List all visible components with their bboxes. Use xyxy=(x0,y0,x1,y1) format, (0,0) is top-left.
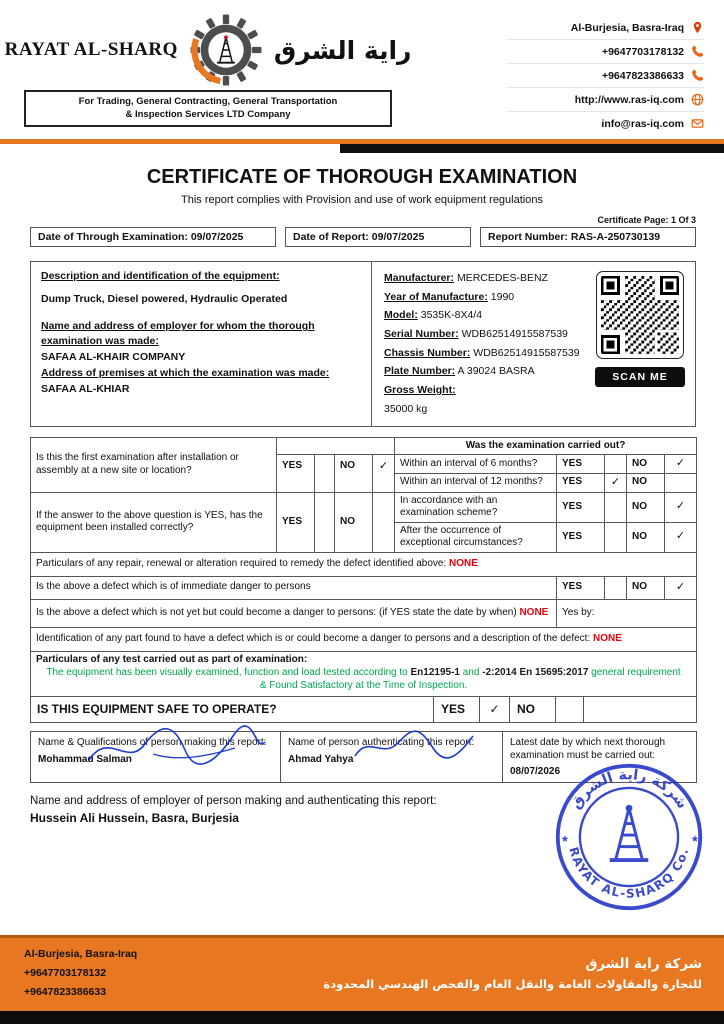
identification-text: Identification of any part found to have a defect which is or could become a danger to persons and a description of the defect: xyxy=(36,632,591,644)
contact-phone2-text: +9647823386633 xyxy=(601,69,684,82)
footer-black-bar xyxy=(0,1011,724,1024)
interval12-yes-label: YES xyxy=(557,473,605,492)
contact-phone2 xyxy=(506,64,704,88)
identification-cell xyxy=(31,627,697,651)
location-pin-icon xyxy=(691,21,704,34)
field-label: Manufacturer: xyxy=(384,272,455,284)
gross-weight-value: 35000 kg xyxy=(384,402,428,415)
table-row xyxy=(31,492,697,522)
future-danger-text: Is the above a defect which is not yet but could become a danger to persons: (if YES state the date by when) xyxy=(36,606,517,618)
exceptional-no-checkbox: ✓ xyxy=(665,522,697,552)
interval6-no-label: NO xyxy=(627,455,665,474)
contact-phone1 xyxy=(506,40,704,64)
gross-weight-label: Gross Weight: xyxy=(384,384,456,397)
contact-address xyxy=(506,16,704,40)
future-danger-value: NONE xyxy=(519,606,549,618)
employer-report-value: Hussein Ali Hussein, Basra, Burjesia xyxy=(30,811,239,825)
footer-address: Al-Burjesia, Basra-Iraq xyxy=(24,948,138,961)
immediate-danger-question: Is the above a defect which is of immediate danger to persons xyxy=(31,576,557,599)
exceptional-question: After the occurrence of exceptional circumstances? xyxy=(395,522,557,552)
table-row xyxy=(31,552,697,576)
q1-yes-label: YES xyxy=(277,455,315,493)
equipment-premises-value: SAFAA AL-KHIAR xyxy=(41,383,130,396)
report-number-value: RAS-A-250730139 xyxy=(570,231,661,243)
authenticator-name: Ahmad Yahya xyxy=(288,754,354,765)
table-row xyxy=(31,599,697,627)
maker-cell xyxy=(31,732,281,783)
report-date-cell xyxy=(285,227,471,247)
safe-yes-checkbox: ✓ xyxy=(479,697,509,722)
question-installed-correctly: If the answer to the above question is YES, has the equipment been installed correctly? xyxy=(31,492,277,552)
scheme-no-label: NO xyxy=(627,492,665,522)
company-gear-logo-icon xyxy=(188,12,264,88)
svg-text:★: ★ xyxy=(690,833,700,845)
email-icon xyxy=(691,117,704,130)
field-label: Model: xyxy=(384,309,418,322)
contact-email xyxy=(506,112,704,135)
footer xyxy=(0,935,724,1024)
field-label: Chassis Number: xyxy=(384,346,471,359)
carried-out-header: Was the examination carried out? xyxy=(395,437,697,455)
report-date-label: Date of Report: xyxy=(293,231,369,243)
repair-particulars-cell xyxy=(31,552,697,576)
equipment-field-serial xyxy=(384,325,591,344)
equipment-field-manufacturer xyxy=(384,269,591,288)
footer-contact xyxy=(24,945,137,1002)
page-subtitle: This report complies with Provision and use of work equipment regulations xyxy=(181,194,543,206)
phone-icon xyxy=(691,45,704,58)
company-tagline-box xyxy=(24,90,392,127)
q2-no-label: NO xyxy=(335,492,373,552)
examination-table xyxy=(30,437,697,724)
equipment-field-chassis xyxy=(384,344,591,363)
safe-no-checkbox xyxy=(555,697,583,722)
empty-cell xyxy=(583,697,696,722)
repair-particulars-text: Particulars of any repair, renewal or alteration required to remedy the defect identified above: xyxy=(36,557,447,569)
equipment-box xyxy=(30,261,696,427)
repair-particulars-value: NONE xyxy=(449,557,478,569)
exceptional-no-label: NO xyxy=(627,522,665,552)
field-value: 1990 xyxy=(490,290,515,303)
company-name-english: RAYAT AL-SHARQ xyxy=(4,39,178,60)
test-particulars-label: Particulars of any test carried out as part of examination: xyxy=(36,653,308,665)
field-value: WDB62514915587539 xyxy=(461,328,568,341)
equipment-description-label: Description and identification of the equipment: xyxy=(41,270,280,282)
scheme-yes-label: YES xyxy=(557,492,605,522)
interval6-no-checkbox: ✓ xyxy=(665,455,697,474)
identification-value: NONE xyxy=(593,632,622,644)
equipment-premises-label: Address of premises at which the examination was made: xyxy=(41,366,330,379)
future-danger-question-cell xyxy=(31,599,557,627)
footer-company-description-arabic: للتجارة والمقاولات العامة والنقل العام والفحص الهندسي المحدودة xyxy=(323,977,702,992)
equipment-field-gross-weight xyxy=(384,381,591,418)
authenticator-label: Name of person authenticating this report: xyxy=(288,737,475,748)
contact-website xyxy=(506,88,704,112)
contact-phone1-text: +9647703178132 xyxy=(601,45,684,58)
authenticator-cell xyxy=(281,732,503,783)
next-exam-date: 08/07/2026 xyxy=(510,766,561,777)
report-date-value: 09/07/2025 xyxy=(371,231,425,243)
equipment-field-model xyxy=(384,306,591,325)
footer-company-arabic xyxy=(323,956,702,991)
report-number-cell xyxy=(480,227,696,247)
immediate-yes-label: YES xyxy=(557,576,605,599)
footer-company-name-arabic: شركة راية الشرق xyxy=(585,956,702,973)
header xyxy=(0,0,724,139)
contact-website-text: http://www.ras-iq.com xyxy=(574,93,684,106)
company-stamp-icon xyxy=(552,760,706,914)
contact-address-text: Al-Burjesia, Basra-Iraq xyxy=(570,21,684,34)
globe-icon xyxy=(691,93,704,106)
exceptional-yes-checkbox xyxy=(605,522,627,552)
test-seg: and xyxy=(459,667,483,678)
maker-signature-icon xyxy=(83,724,271,774)
contact-block xyxy=(506,16,704,135)
maker-name: Mohammad Salman xyxy=(38,754,132,765)
page-title: CERTIFICATE OF THOROUGH EXAMINATION xyxy=(146,166,578,188)
tagline-line1: For Trading, General Contracting, General Transportation xyxy=(78,96,338,107)
field-label: Plate Number: xyxy=(384,365,456,378)
q1-no-label: NO xyxy=(335,455,373,493)
equipment-field-plate xyxy=(384,362,591,381)
equipment-employer-value: SAFAA AL-KHAIR COMPANY xyxy=(41,350,186,363)
field-value: WDB62514915587539 xyxy=(473,346,580,359)
company-name-arabic: راية الشرق xyxy=(273,35,412,65)
exam-date-cell xyxy=(30,227,276,247)
svg-text:★: ★ xyxy=(560,833,570,845)
safe-no-label: NO xyxy=(509,697,555,722)
footer-phone2: +9647823386633 xyxy=(24,986,107,999)
test-particulars-statement xyxy=(46,667,681,692)
interval12-question: Within an interval of 12 months? xyxy=(395,473,557,492)
table-row xyxy=(31,576,697,599)
exam-date-value: 09/07/2025 xyxy=(190,231,244,243)
certificate-page-label: Certificate Page: 1 Of 3 xyxy=(597,215,696,225)
phone-icon xyxy=(691,69,704,82)
stamp-company-english: RAYAT AL-SHARQ Co. xyxy=(566,845,692,901)
contact-email-text: info@ras-iq.com xyxy=(601,117,684,130)
scheme-yes-checkbox xyxy=(605,492,627,522)
table-row xyxy=(31,437,697,455)
stamp-company-arabic: شركة راية الشرق xyxy=(567,767,691,812)
logo-row xyxy=(4,12,412,88)
table-row xyxy=(31,697,697,723)
footer-phone1: +9647703178132 xyxy=(24,967,107,980)
table-row xyxy=(31,651,697,697)
scheme-no-checkbox: ✓ xyxy=(665,492,697,522)
summary-row xyxy=(30,227,696,247)
test-standard: -2:2014 En 15695:2017 xyxy=(482,667,589,678)
field-value: 3535K-8X4/4 xyxy=(420,309,483,322)
qr-block xyxy=(595,271,685,387)
yes-by-cell: Yes by: xyxy=(557,599,697,627)
question-first-examination: Is this the first examination after installation or assembly at a new site or location? xyxy=(31,437,277,492)
scheme-question: In accordance with an examination scheme? xyxy=(395,492,557,522)
header-divider-black xyxy=(340,144,724,153)
interval12-yes-checkbox: ✓ xyxy=(605,473,627,492)
immediate-yes-checkbox xyxy=(605,576,627,599)
q2-yes-checkbox xyxy=(315,492,335,552)
field-value: A 39024 BASRA xyxy=(457,365,535,378)
scan-me-label: SCAN ME xyxy=(595,367,685,387)
empty-cell xyxy=(277,437,395,455)
interval12-no-label: NO xyxy=(627,473,665,492)
field-label: Year of Manufacture: xyxy=(384,290,488,303)
interval6-yes-checkbox xyxy=(605,455,627,474)
interval12-no-checkbox xyxy=(665,473,697,492)
test-seg: general requirement & Found Satisfactory at the Time of Inspection. xyxy=(259,667,681,691)
q2-no-checkbox xyxy=(373,492,395,552)
interval6-yes-label: YES xyxy=(557,455,605,474)
field-value: MERCEDES-BENZ xyxy=(456,272,548,284)
safe-yes-label: YES xyxy=(433,697,479,722)
qr-code-icon xyxy=(596,271,684,359)
stamp-derrick-icon xyxy=(610,808,649,860)
interval6-question: Within an interval of 6 months? xyxy=(395,455,557,474)
table-row xyxy=(31,627,697,651)
q1-no-checkbox: ✓ xyxy=(373,455,395,493)
q2-yes-label: YES xyxy=(277,492,315,552)
test-standard: En12195-1 xyxy=(410,667,460,678)
test-particulars-cell xyxy=(31,651,697,697)
equipment-description-value: Dump Truck, Diesel powered, Hydraulic Operated xyxy=(41,293,288,306)
tagline-line2: & Inspection Services LTD Company xyxy=(125,109,291,121)
maker-label: Name & Qualifications of person making this report: xyxy=(38,737,267,748)
next-exam-label: Latest date by which next thorough examination must be carried out: xyxy=(510,737,666,761)
footer-orange-band xyxy=(0,935,724,1011)
company-logo-block xyxy=(4,12,412,127)
test-seg: The equipment has been visually examined, function and load tested according to xyxy=(46,667,411,678)
exceptional-yes-label: YES xyxy=(557,522,605,552)
safe-to-operate-row xyxy=(31,697,697,723)
equipment-left-column xyxy=(31,262,372,426)
employer-report-label: Name and address of employer of person making and authenticating this report: xyxy=(30,795,437,807)
immediate-no-checkbox: ✓ xyxy=(665,576,697,599)
exam-date-label: Date of Through Examination: xyxy=(38,231,188,243)
q1-yes-checkbox xyxy=(315,455,335,493)
immediate-no-label: NO xyxy=(627,576,665,599)
equipment-field-year xyxy=(384,288,591,307)
report-number-label: Report Number: xyxy=(488,231,568,243)
field-label: Serial Number: xyxy=(384,328,459,341)
safe-to-operate-question: IS THIS EQUIPMENT SAFE TO OPERATE? xyxy=(37,702,277,716)
equipment-employer-label: Name and address of employer for whom the thorough examination was made: xyxy=(41,320,315,347)
